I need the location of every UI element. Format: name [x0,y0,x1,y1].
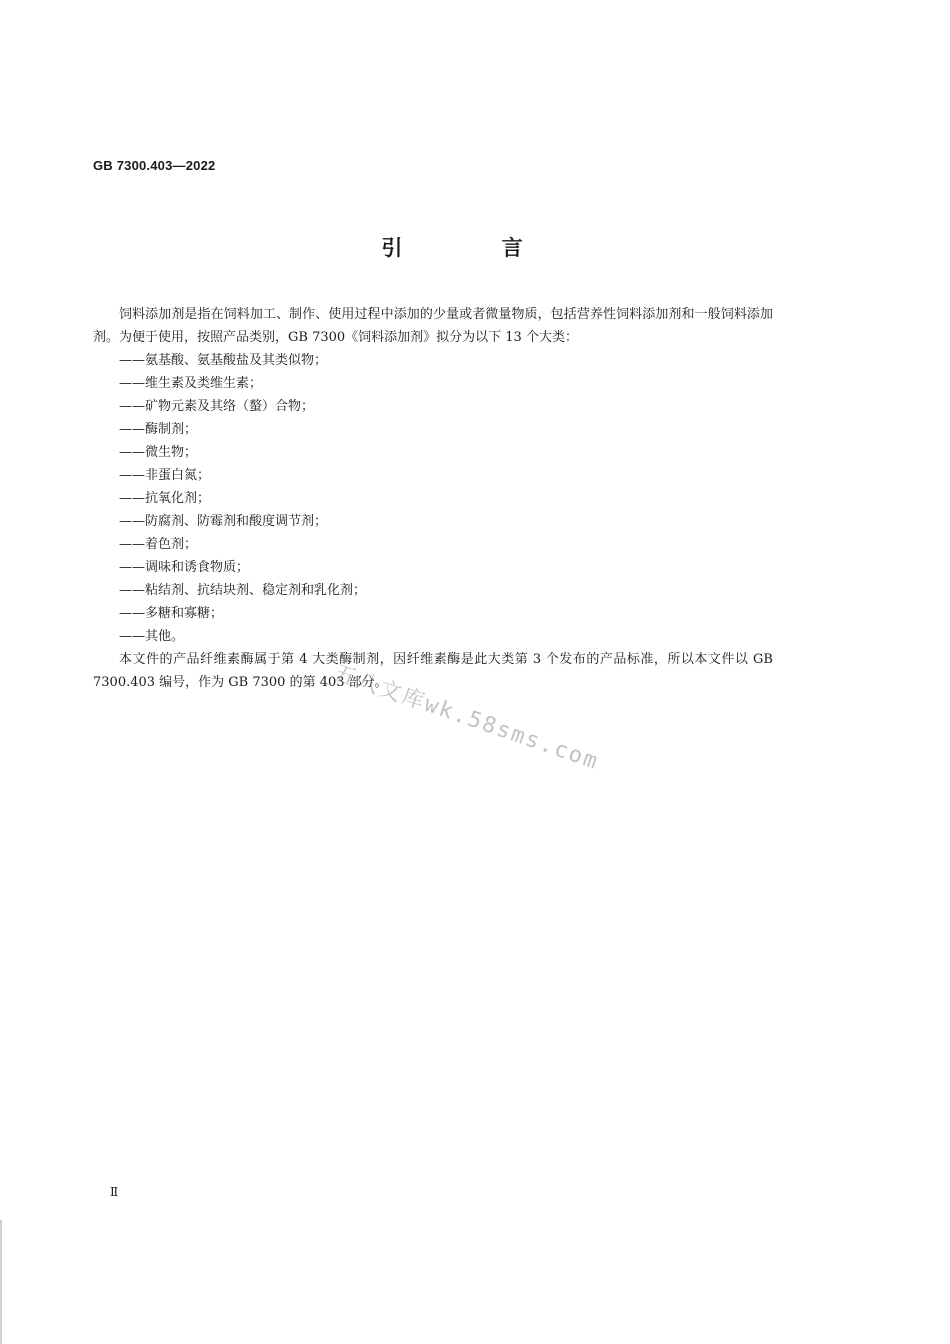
list-item: ——其他。 [119,629,185,644]
list-item: ——调味和诱食物质； [119,560,250,575]
document-number: GB 7300.403—2022 [93,158,216,173]
intro-paragraph: 饲料添加剂是指在饲料加工、制作、使用过程中添加的少量或者微量物质，包括营养性饲料添加剂和一般饲料添加剂。为便于使用，按照产品类别，GB 7300《饲料添加剂》拟分为以下 13 个大类： [93,307,773,345]
list-item: ——抗氧化剂； [119,491,211,506]
list-item: ——非蛋白氮； [119,468,211,483]
list-item: ——粘结剂、抗结块剂、稳定剂和乳化剂； [119,583,367,598]
list-item: ——氨基酸、氨基酸盐及其类似物； [119,353,328,368]
list-item: ——防腐剂、防霉剂和酸度调节剂； [119,514,328,529]
page-edge-divider [0,1220,2,1344]
list-item: ——酶制剂； [119,422,198,437]
list-item: ——着色剂； [119,537,198,552]
category-list [93,349,773,648]
list-item: ——维生素及类维生素； [119,376,263,391]
list-item: ——矿物元素及其络（螯）合物； [119,399,315,414]
section-title: 引 言 [381,236,569,260]
list-item: ——多糖和寡糖； [119,606,224,621]
document-body [93,303,773,694]
list-item: ——微生物； [119,445,198,460]
closing-paragraph: 本文件的产品纤维素酶属于第 4 大类酶制剂，因纤维素酶是此大类第 3 个发布的产品标准，所以本文件以 GB 7300.403 编号，作为 GB 7300 的第 403 部分。 [93,652,773,690]
page-number: Ⅱ [110,1185,119,1199]
watermark: 五八文库wk.58sms.com [330,660,603,776]
